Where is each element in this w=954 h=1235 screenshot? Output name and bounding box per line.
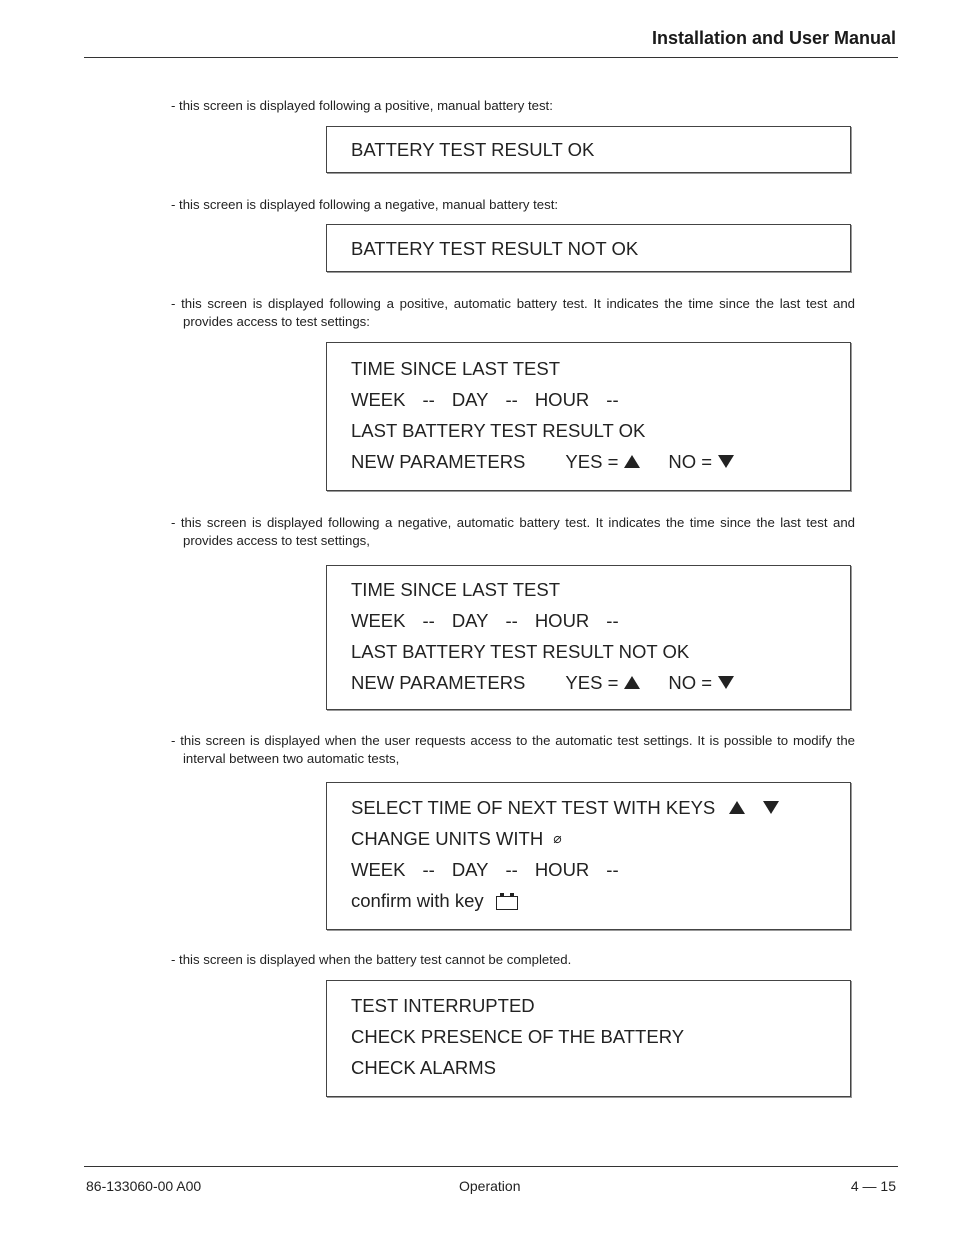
note-positive-automatic: - this screen is displayed following a positive, automatic battery test. It indicates the time since the last test and provides access to test settings: — [171, 296, 855, 329]
no-label: NO = — [668, 451, 713, 472]
week-label: WEEK — [351, 389, 406, 410]
week-value: -- — [422, 859, 435, 880]
footer-section: Operation — [459, 1178, 521, 1194]
units-key-icon: ⌀ — [553, 830, 562, 846]
day-label: DAY — [451, 389, 489, 410]
hour-value: -- — [606, 610, 619, 631]
hour-value: -- — [606, 389, 619, 410]
day-label: DAY — [451, 610, 489, 631]
screen-line: CHECK ALARMS — [351, 1057, 496, 1078]
no-label: NO = — [668, 672, 713, 693]
screen-line: LAST BATTERY TEST RESULT NOT OK — [351, 641, 690, 662]
screen-line: LAST BATTERY TEST RESULT OK — [351, 420, 646, 441]
confirm-line — [351, 885, 850, 916]
new-parameters-line — [351, 446, 850, 477]
hour-value: -- — [606, 859, 619, 880]
change-units-label: CHANGE UNITS WITH — [351, 828, 544, 849]
screen-test-settings — [326, 782, 851, 930]
new-parameters-line — [351, 667, 850, 698]
screen-line: BATTERY TEST RESULT NOT OK — [351, 238, 639, 259]
battery-key-icon — [496, 896, 518, 910]
up-triangle-icon — [624, 676, 640, 689]
down-triangle-icon — [763, 801, 779, 814]
day-value: -- — [505, 859, 518, 880]
screen-test-interrupted — [326, 980, 851, 1097]
screen-automatic-not-ok — [326, 565, 851, 710]
confirm-label: confirm with key — [351, 890, 484, 911]
up-triangle-icon — [624, 455, 640, 468]
screen-line: BATTERY TEST RESULT OK — [351, 139, 595, 160]
note-positive-manual: - this screen is displayed following a positive, manual battery test: — [171, 98, 553, 113]
hour-label: HOUR — [534, 389, 590, 410]
up-triangle-icon — [729, 801, 745, 814]
screen-line: TIME SINCE LAST TEST — [351, 579, 561, 600]
new-parameters-label: NEW PARAMETERS — [351, 451, 526, 472]
footer-page-number: 4 — 15 — [850, 1178, 896, 1194]
screen-manual-not-ok — [326, 224, 851, 272]
screen-line: CHECK PRESENCE OF THE BATTERY — [351, 1026, 685, 1047]
select-time-line — [351, 792, 850, 823]
note-automatic-settings: - this screen is displayed when the user requests access to the automatic test settings. It is possible to modify the interval between two automatic tests, — [171, 733, 855, 766]
note-negative-manual: - this screen is displayed following a negative, manual battery test: — [171, 197, 559, 212]
day-value: -- — [505, 389, 518, 410]
yes-label: YES = — [565, 451, 619, 472]
footer-rule — [84, 1166, 898, 1167]
note-negative-automatic: - this screen is displayed following a negative, automatic battery test. It indicates the time since the last test and provides access to test settings, — [171, 515, 855, 548]
week-label: WEEK — [351, 610, 406, 631]
yes-label: YES = — [565, 672, 619, 693]
screen-line: TEST INTERRUPTED — [351, 995, 535, 1016]
select-time-label: SELECT TIME OF NEXT TEST WITH KEYS — [351, 797, 716, 818]
week-value: -- — [422, 610, 435, 631]
day-value: -- — [505, 610, 518, 631]
time-counter-line — [351, 605, 850, 636]
down-triangle-icon — [718, 455, 734, 468]
week-label: WEEK — [351, 859, 406, 880]
screen-automatic-ok — [326, 342, 851, 491]
hour-label: HOUR — [534, 859, 590, 880]
new-parameters-label: NEW PARAMETERS — [351, 672, 526, 693]
time-counter-line — [351, 854, 850, 885]
down-triangle-icon — [718, 676, 734, 689]
change-units-line — [351, 823, 850, 854]
page-header-title: Installation and User Manual — [651, 28, 896, 48]
note-test-interrupted: - this screen is displayed when the battery test cannot be completed. — [171, 952, 572, 967]
screen-line: TIME SINCE LAST TEST — [351, 358, 561, 379]
hour-label: HOUR — [534, 610, 590, 631]
time-counter-line — [351, 384, 850, 415]
footer-doc-number: 86-133060-00 A00 — [86, 1178, 202, 1194]
day-label: DAY — [451, 859, 489, 880]
week-value: -- — [422, 389, 435, 410]
header-rule — [84, 57, 898, 58]
screen-manual-ok — [326, 126, 851, 173]
